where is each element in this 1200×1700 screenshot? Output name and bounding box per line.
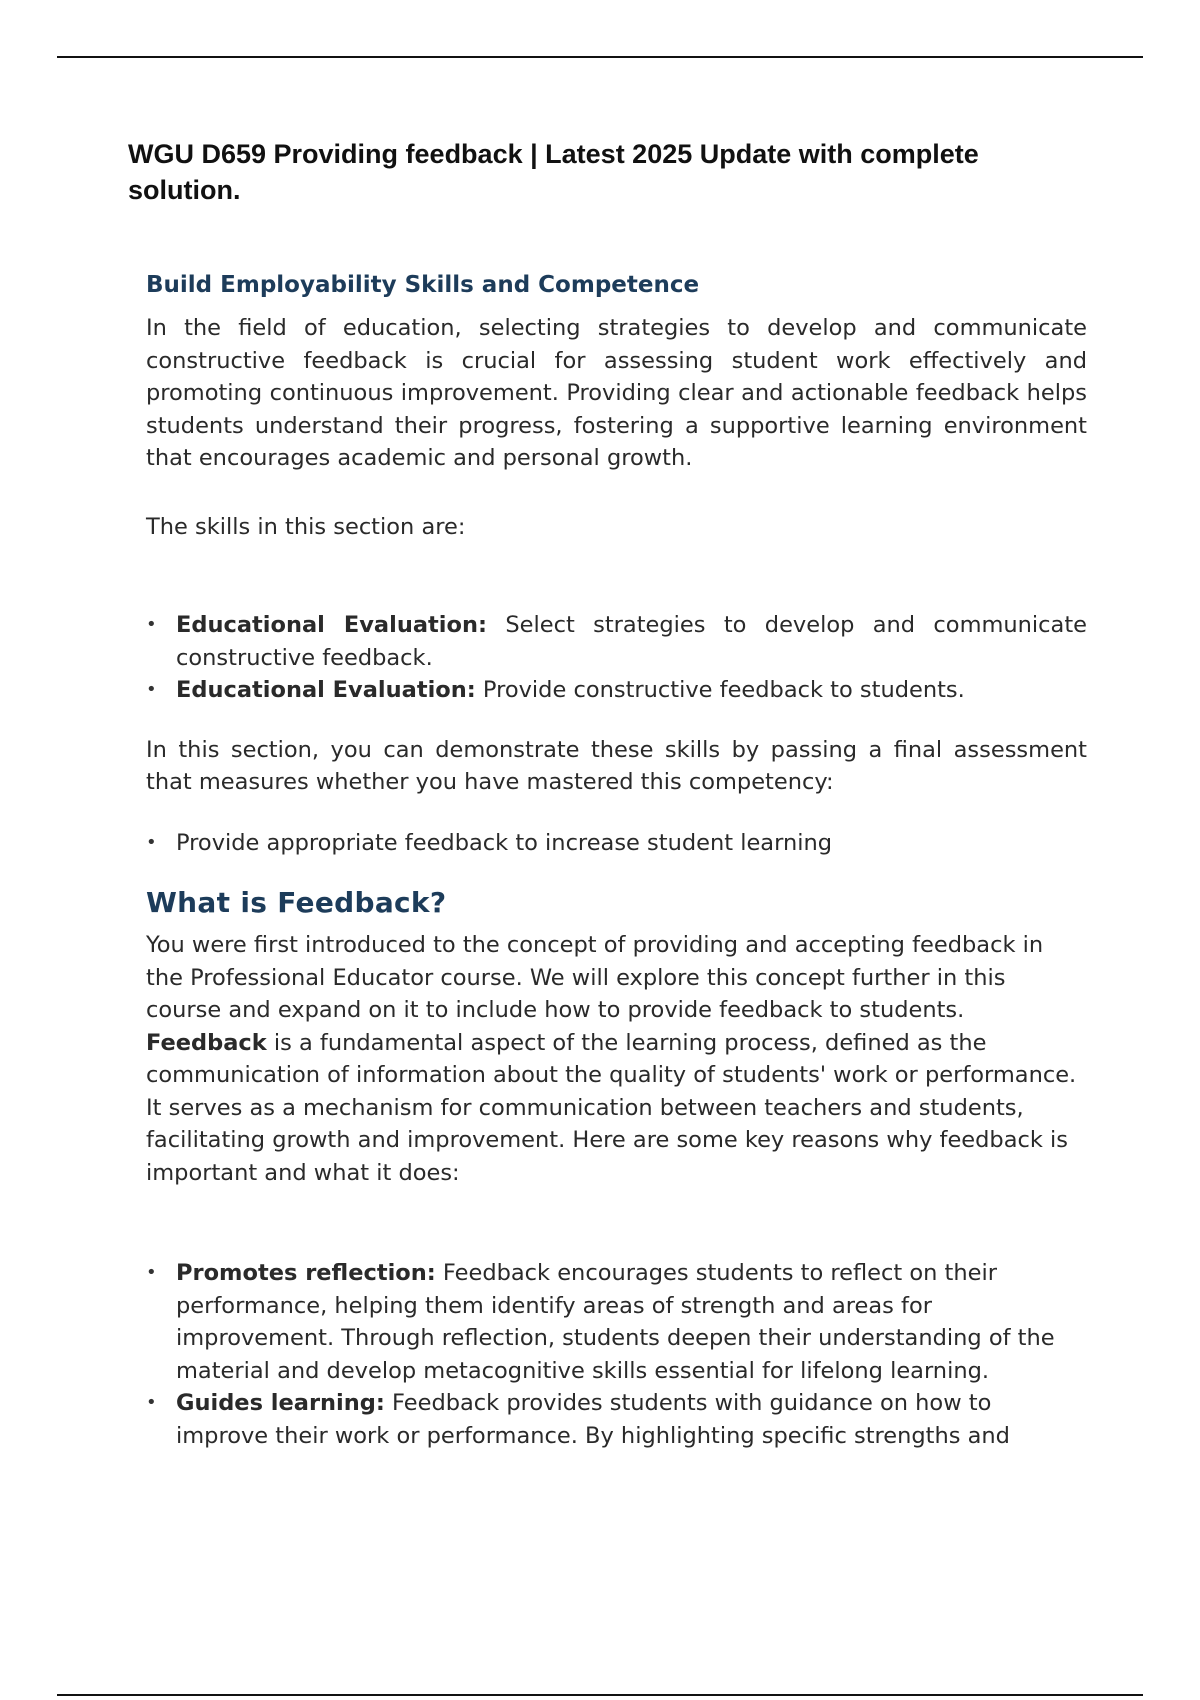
feedback-paragraph-part1: You were first introduced to the concept of providing and accepting feedback in the Professional Educator course. We will explore this concept further in this course and expand on it to include how to provide feedback to students. [146, 932, 1044, 1023]
header-rule [57, 56, 1143, 58]
section-heading-feedback: What is Feedback? [146, 886, 447, 919]
skill-term: Educational Evaluation: [176, 612, 487, 638]
feedback-paragraph-part2: is a fundamental aspect of the learning process, defined as the communication of information about the quality of students' work or performance. It serves as a mechanism for communication between teachers and students, facilitating growth and improvement. Here are some key reasons why feedback is important and what it does: [146, 1029, 1077, 1186]
skill-term: Educational Evaluation: [176, 677, 476, 703]
document-title: WGU D659 Providing feedback | Latest 2025 Update with complete solution. [128, 139, 979, 205]
feedback-paragraph [146, 929, 1087, 1189]
feedback-term: Feedback [146, 1029, 267, 1056]
list-item [176, 1387, 1087, 1452]
intro-paragraph: In the field of education, selecting strategies to develop and communicate constructive feedback is crucial for assessing student work effectively and promoting continuous improvement. Providing clear and actionable feedback helps students understand their progress, fostering a supportive learning environment that encourages academic and personal growth. [146, 315, 1087, 471]
skills-list [146, 609, 1087, 707]
list-item [176, 674, 1087, 707]
footer-rule [57, 1694, 1143, 1696]
reason-text: Feedback encourages students to reflect on their performance, helping them identify areas of strength and areas for improvement. Through reflection, students deepen their understanding of the material and develop metacognitive skills essential for lifelong learning. [176, 1260, 1055, 1384]
skill-text: Select strategies to develop and communicate constructive feedback. [176, 612, 1087, 671]
list-item [176, 1257, 1087, 1387]
list-item [176, 609, 1087, 674]
feedback-reasons-list [146, 1257, 1087, 1452]
list-item: • Provide appropriate feedback to increase student learning [176, 827, 1087, 860]
skill-text: Provide constructive feedback to students. [475, 677, 965, 703]
reason-text: Feedback provides students with guidance on how to improve their work or performance. By highlighting specific strengths and [176, 1390, 1010, 1449]
section-heading-employability: Build Employability Skills and Competence [146, 272, 700, 298]
assessment-paragraph: In this section, you can demonstrate these skills by passing a final assessment that measures whether you have mastered this competency: [146, 736, 1087, 795]
skills-lead-text: The skills in this section are: [146, 513, 466, 540]
reason-term: Promotes reflection: [176, 1260, 436, 1286]
competency-list [146, 827, 1087, 860]
document-body [146, 264, 1087, 1452]
reason-term: Guides learning: [176, 1390, 385, 1416]
